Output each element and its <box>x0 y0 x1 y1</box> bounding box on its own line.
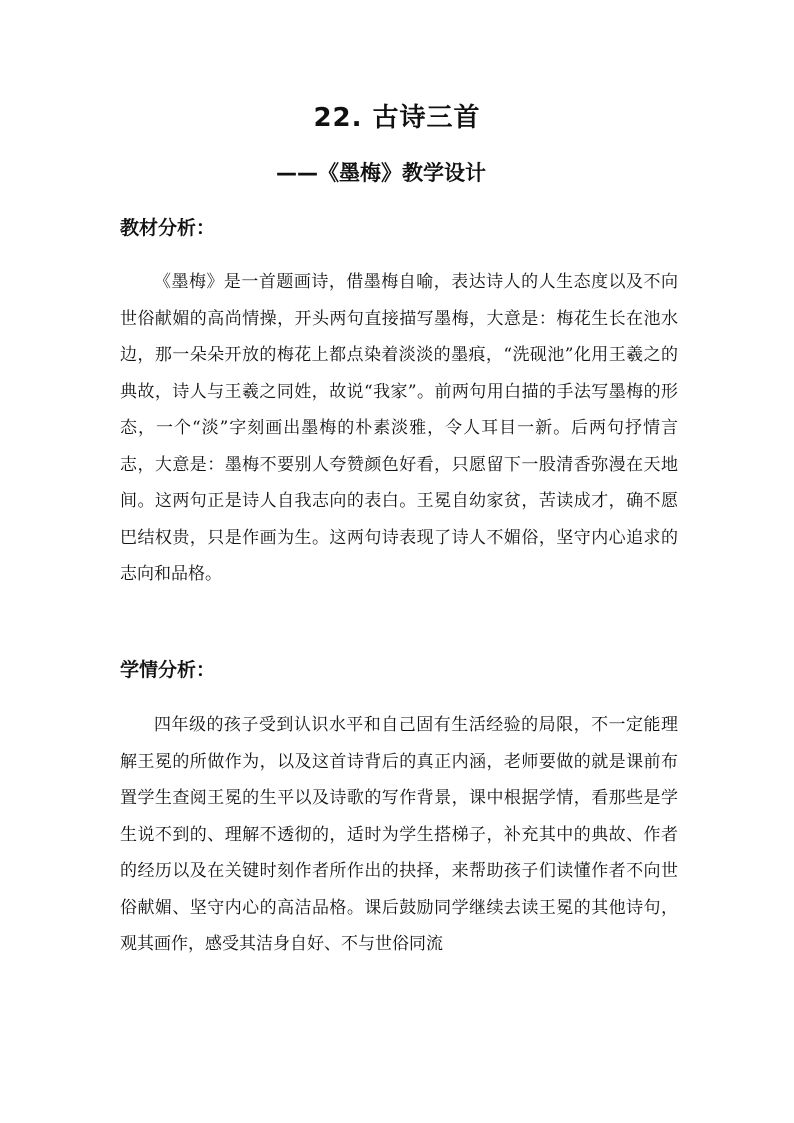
page-title: 22. 古诗三首 <box>313 103 481 133</box>
page-subtitle: ——《墨梅》教学设计 <box>276 161 486 185</box>
section-heading-textbook-analysis: 教材分析： <box>120 217 216 239</box>
section-paragraph-student-analysis: 四年级的孩子受到认识水平和自己固有生活经验的局限，不一定能理解王冕的所做作为，以及这首诗背后的真正内涵，老师要做的就是课前布置学生查阅王冕的生平以及诗歌的写作背景，课中根据学情，看那些是学生说不到的、理解不透彻的，适时为学生搭梯子，补充其中的典故、作者的经历以及在关键时刻作者所作出的抉择，来帮助孩子们读懂作者不向世俗献媚、坚守内心的高洁品格。课后鼓励同学继续去读王冕的其他诗句，观其画作，感受其洁身自好、不与世俗同流 <box>120 715 678 954</box>
section-heading-student-analysis: 学情分析： <box>120 659 216 681</box>
section-paragraph-textbook-analysis: 《墨梅》是一首题画诗，借墨梅自喻，表达诗人的人生态度以及不向世俗献媚的高尚情操，开头两句直接描写墨梅，大意是：梅花生长在池水边，那一朵朵开放的梅花上都点染着淡淡的墨痕，“洗砚池”化用王羲之的典故，诗人与王羲之同姓，故说“我家”。前两句用白描的手法写墨梅的形态，一个“淡”字刻画出墨梅的朴素淡雅，令人耳目一新。后两句抒情言志，大意是：墨梅不要别人夸赞颜色好看，只愿留下一股清香弥漫在天地间。这两句正是诗人自我志向的表白。王冕自幼家贫，苦读成才，确不愿巴结权贵，只是作画为生。这两句诗表现了诗人不媚俗，坚守内心追求的志向和品格。 <box>120 272 678 584</box>
